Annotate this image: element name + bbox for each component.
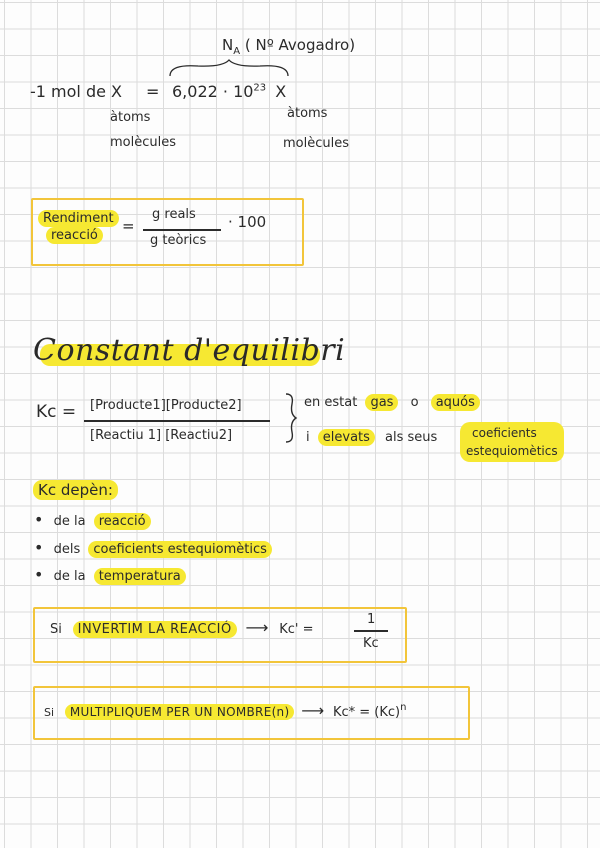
item-prefix: dels: [53, 542, 81, 557]
mol-text: -1 mol de X: [30, 82, 122, 101]
rendiment-denominator: g teòrics: [150, 233, 207, 248]
invert-kc-prime: Kc' =: [279, 622, 314, 637]
avogadro-exponent: 23: [253, 82, 267, 94]
bullet-icon: •: [34, 538, 44, 557]
mol-expression: [30, 82, 122, 101]
invert-text: INVERTIM LA REACCIÓ: [73, 621, 237, 638]
arrow-icon: ⟶: [301, 701, 325, 720]
avogadro-note: ( Nº Avogadro): [244, 36, 356, 54]
depends-heading: [33, 481, 118, 499]
cond1-aquos: aquós: [431, 394, 480, 411]
rendiment-fraction-line: [143, 229, 221, 231]
bullet-icon: •: [34, 510, 44, 529]
item-prefix: de la: [53, 514, 86, 529]
right-atoms: àtoms: [287, 106, 328, 121]
cond2-pre: i: [306, 430, 310, 445]
rendiment-equals: =: [122, 217, 135, 235]
right-molecules: molècules: [283, 136, 349, 151]
avogadro-number: [172, 82, 286, 101]
invert-rule: [50, 618, 314, 637]
rendiment-multiplier: · 100: [228, 213, 267, 231]
multiply-kc-star: Kc* = (Kc): [332, 705, 401, 720]
kc-numerator: [Producte1][Producte2]: [90, 398, 242, 413]
multiply-text: MULTIPLIQUEM PER UN NOMBRE(n): [65, 704, 295, 720]
invert-denominator: Kc: [363, 636, 379, 651]
rendiment-label: [38, 210, 119, 244]
curly-brace-icon: [282, 392, 298, 444]
multiply-si: Si: [44, 706, 55, 719]
cond1-mid: o: [410, 395, 419, 410]
list-item: [34, 510, 151, 529]
avogadro-x: X: [275, 82, 287, 101]
na-subscript: A: [233, 46, 241, 57]
list-item: [34, 565, 186, 584]
cond2-coef-line1: coeficients: [472, 426, 537, 440]
bullet-icon: •: [34, 565, 44, 584]
multiply-rule: [44, 701, 406, 720]
item-highlight: temperatura: [94, 568, 186, 585]
kc-condition-1: [304, 395, 480, 410]
kc-condition-2: [306, 430, 437, 445]
rendiment-label-line2: reacció: [46, 227, 103, 244]
kc-fraction-line: [84, 420, 270, 422]
depends-heading-text: Kc depèn:: [33, 480, 118, 500]
avogadro-label: [222, 36, 355, 57]
invert-si: Si: [50, 622, 62, 637]
invert-numerator: 1: [367, 612, 376, 627]
kc-denominator: [Reactiu 1] [Reactiu2]: [90, 428, 233, 443]
cond2-coef-line2: estequiomètics: [466, 444, 558, 458]
cond1-pre: en estat: [304, 395, 358, 410]
rendiment-numerator: g reals: [152, 207, 196, 222]
mol-equals: =: [146, 82, 160, 101]
item-highlight: coeficients estequiomètics: [88, 541, 272, 558]
multiply-exponent: n: [400, 702, 407, 713]
na-symbol: N: [222, 36, 234, 54]
list-item: [34, 538, 272, 557]
item-prefix: de la: [53, 569, 86, 584]
left-atoms: àtoms: [110, 110, 151, 125]
cond1-gas: gas: [365, 394, 398, 411]
rendiment-label-line1: Rendiment: [38, 210, 119, 227]
cond2-coeficients: [460, 422, 564, 462]
invert-fraction-line: [354, 630, 388, 632]
left-molecules: molècules: [110, 135, 176, 150]
cond2-elevats: elevats: [318, 429, 375, 446]
avogadro-mantissa: 6,022 · 10: [172, 82, 254, 101]
arrow-icon: ⟶: [245, 618, 269, 637]
cond2-mid: als seus: [385, 430, 438, 445]
section-title: Constant d'equilibri: [33, 333, 346, 368]
brace-icon: [168, 58, 290, 78]
kc-lhs: Kc =: [36, 402, 77, 422]
item-highlight: reacció: [94, 513, 151, 530]
